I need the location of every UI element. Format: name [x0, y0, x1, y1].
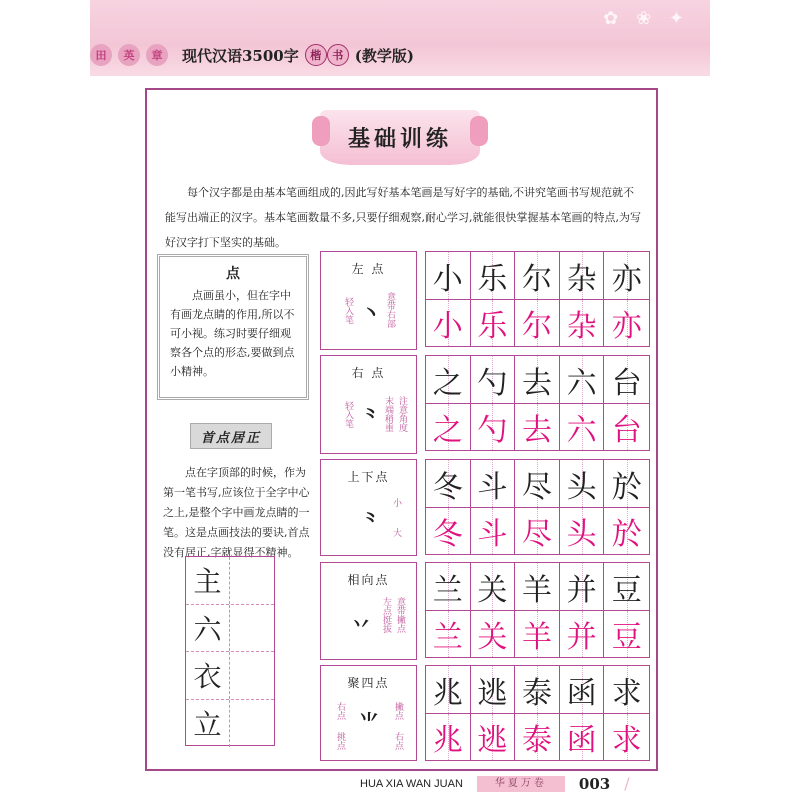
stroke-annotation: 轻入笔	[343, 401, 353, 428]
trace-char: 羊	[522, 620, 553, 655]
note-title: 点	[226, 266, 240, 282]
trace-char: 尽	[522, 517, 553, 552]
grid-char: 立	[186, 700, 230, 748]
trace-char: 杂	[566, 309, 597, 344]
practice-char: 逃	[477, 675, 508, 711]
practice-char: 六	[566, 365, 597, 401]
empty-cell	[230, 700, 274, 748]
practice-char: 乐	[477, 261, 508, 297]
empty-cell	[230, 557, 274, 604]
stroke-name: 左 点	[351, 262, 386, 276]
practice-group-3	[425, 459, 650, 555]
practice-char: 冬	[432, 469, 463, 505]
practice-group-2	[425, 355, 650, 451]
stroke-card-left-dot	[320, 251, 417, 350]
trace-char: 乐	[477, 309, 508, 344]
seal-kai: 楷	[305, 44, 327, 66]
stroke-diagram-icon: ⺌	[359, 710, 379, 734]
trace-char: 兆	[432, 723, 463, 758]
practice-char: 去	[522, 365, 553, 401]
section-banner: 基础训练	[320, 110, 480, 165]
practice-char: 亦	[611, 261, 642, 297]
trace-char: 并	[566, 620, 597, 655]
stroke-annotation: 注意角度	[397, 396, 407, 432]
trace-char: 逃	[477, 723, 508, 758]
stroke-annotation: 意带撇点	[395, 597, 405, 633]
practice-group-1	[425, 251, 650, 347]
edition-text: (教学版)	[354, 46, 414, 65]
trace-char: 於	[611, 517, 642, 552]
stroke-annotation: 末端稍重	[383, 396, 393, 432]
stroke-card-facing-dots	[320, 562, 417, 660]
trace-char: 泰	[522, 723, 553, 758]
practice-char: 台	[611, 365, 642, 401]
stroke-annotation: 撇点	[393, 702, 403, 720]
stroke-annotation: 轻入笔	[343, 297, 353, 324]
practice-char: 泰	[522, 675, 553, 711]
trace-char: 台	[611, 413, 642, 448]
seal-tian: 田	[90, 44, 112, 66]
practice-char: 小	[432, 261, 463, 297]
stroke-annotation: 左点挺拔	[381, 597, 391, 633]
trace-char: 头	[566, 517, 597, 552]
page-number: 003	[578, 774, 611, 793]
grid-char: 六	[186, 605, 230, 652]
seal-ying: 英	[118, 44, 140, 66]
intro-paragraph: 每个汉字都是由基本笔画组成的,因此写好基本笔画是写好字的基础,不讲究笔画书写规范就不能写出端正的汉字。基本笔画数量不多,只要仔细观察,耐心学习,就能很快掌握基本笔画的特点,为写好汉字打下坚实的基础。	[165, 186, 641, 249]
stroke-annotation: 意带右部	[385, 292, 395, 328]
flower-decoration-icon: ✿ ❀ ✦	[603, 8, 690, 29]
practice-char: 杂	[566, 261, 597, 297]
trace-char: 兰	[432, 620, 463, 655]
stroke-diagram-icon: ⺀	[361, 509, 381, 533]
stroke-card-four-dots	[320, 665, 417, 761]
practice-char: 函	[566, 675, 597, 711]
practice-char: 兆	[432, 675, 463, 711]
trace-char: 尔	[522, 309, 553, 344]
practice-char: 尽	[522, 469, 553, 505]
practice-char: 之	[432, 365, 463, 401]
grid-char: 主	[186, 557, 230, 604]
trace-char: 冬	[432, 517, 463, 552]
trace-char: 关	[477, 620, 508, 655]
trace-char: 求	[611, 723, 642, 758]
trace-char: 豆	[611, 620, 642, 655]
practice-char: 头	[566, 469, 597, 505]
empty-cell	[230, 605, 274, 652]
slash-decoration-icon: /	[624, 774, 630, 793]
seal-zhang: 章	[146, 44, 168, 66]
stroke-diagram-icon: 丶	[361, 301, 381, 325]
practice-char: 於	[611, 469, 642, 505]
stroke-annotation: 右点	[393, 732, 403, 750]
practice-char: 羊	[522, 572, 553, 608]
book-title	[90, 44, 414, 66]
trace-char: 小	[432, 309, 463, 344]
practice-char: 关	[477, 572, 508, 608]
practice-char: 豆	[611, 572, 642, 608]
trace-char: 去	[522, 413, 553, 448]
practice-char: 勺	[477, 365, 508, 401]
practice-char: 兰	[432, 572, 463, 608]
stroke-card-upper-lower-dot	[320, 459, 417, 556]
stroke-annotation: 右点	[335, 702, 345, 720]
practice-char: 尔	[522, 261, 553, 297]
practice-group-5	[425, 665, 650, 761]
trace-char: 六	[566, 413, 597, 448]
trace-char: 勺	[477, 413, 508, 448]
stroke-diagram-icon: ⺀	[361, 405, 381, 429]
trace-char: 斗	[477, 517, 508, 552]
practice-group-4	[425, 562, 650, 658]
left-practice-grid	[185, 556, 275, 746]
stroke-diagram-icon: 丷	[351, 612, 371, 636]
title-text: 现代汉语3500字	[182, 46, 299, 65]
note-box	[157, 254, 309, 400]
stroke-name: 右 点	[351, 366, 386, 380]
practice-char: 求	[611, 675, 642, 711]
empty-cell	[230, 652, 274, 699]
stroke-annotation: 挑点	[335, 732, 345, 750]
stroke-annotation: 小	[391, 498, 401, 507]
note-body: 点画虽小，但在字中有画龙点睛的作用,所以不可小视。练习时要仔细观察各个点的形态,要做到点小精神。	[170, 289, 295, 378]
footer-series-en: HUA XIA WAN JUAN	[360, 777, 463, 790]
stroke-card-right-dot	[320, 355, 417, 454]
page-footer	[360, 774, 630, 793]
grid-char: 衣	[186, 652, 230, 699]
stroke-name: 聚四点	[347, 676, 390, 690]
tip-body: 点在字顶部的时候，作为第一笔书写,应该位于全字中心之上,是整个字中画龙点睛的一笔。这是点画技法的要诀,首点没有居正,字就显得不精神。	[163, 466, 310, 559]
seal-shu: 书	[327, 44, 349, 66]
practice-char: 并	[566, 572, 597, 608]
practice-char: 斗	[477, 469, 508, 505]
footer-series-cn: 华夏万卷	[477, 776, 565, 792]
trace-char: 之	[432, 413, 463, 448]
tip-label: 首点居正	[190, 423, 272, 449]
stroke-annotation: 大	[391, 528, 401, 537]
trace-char: 函	[566, 723, 597, 758]
trace-char: 亦	[611, 309, 642, 344]
stroke-name: 上下点	[347, 470, 390, 484]
stroke-name: 相向点	[347, 573, 390, 587]
